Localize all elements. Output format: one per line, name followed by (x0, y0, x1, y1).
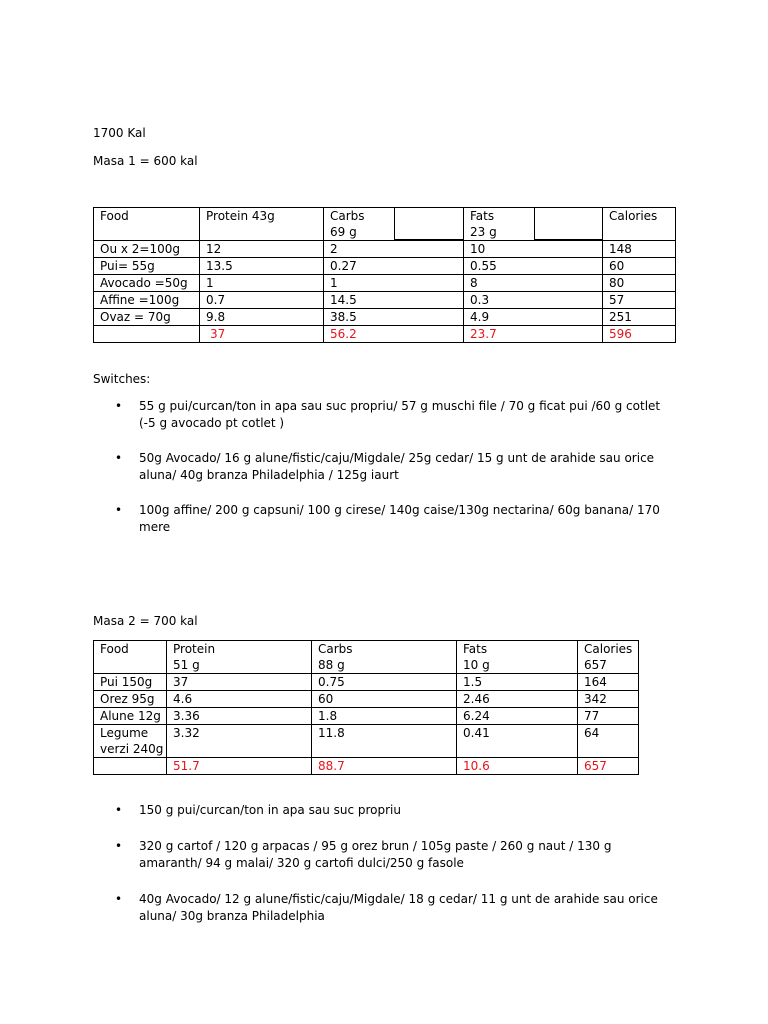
cell-calories: 148 (603, 241, 676, 258)
cell-protein: 3.36 (167, 708, 312, 725)
total-calories: 596 (603, 326, 676, 343)
cell-food-line2: verzi 240g (100, 742, 164, 756)
total-carbs: 88.7 (312, 758, 457, 775)
header-carbs (324, 208, 464, 241)
cell-carbs: 0.75 (312, 674, 457, 691)
header-fats-value: 10 g (463, 658, 490, 672)
header-carbs-label: Carbs (318, 642, 353, 656)
cell-carbs: 1.8 (312, 708, 457, 725)
list-item: • 320 g cartof / 120 g arpacas / 95 g orez brun / 105g paste / 260 g naut / 130 g amaranth/ 94 g malai/ 320 g cartofi dulci/250 g fasole (115, 838, 675, 872)
cell-food: Alune 12g (94, 708, 167, 725)
switches-list-2 (115, 802, 675, 925)
table-row (94, 708, 639, 725)
cell-food: Pui 150g (94, 674, 167, 691)
table-row (94, 725, 639, 758)
cell-empty (94, 326, 200, 343)
total-fats: 10.6 (457, 758, 578, 775)
header-fats (464, 208, 603, 241)
cell-food: Ovaz = 70g (94, 309, 200, 326)
header-carbs-value: 69 g (330, 225, 357, 239)
header-fats (457, 641, 578, 674)
header-protein (167, 641, 312, 674)
cell-protein: 1 (200, 275, 324, 292)
cell-calories: 77 (578, 708, 639, 725)
meal1-table (93, 207, 676, 343)
cell-protein: 37 (167, 674, 312, 691)
header-calories-value: 657 (584, 658, 607, 672)
meal2-header-row (94, 641, 639, 674)
cell-food: Orez 95g (94, 691, 167, 708)
total-fats: 23.7 (464, 326, 603, 343)
cell-calories: 64 (578, 725, 639, 758)
list-item: • 100g affine/ 200 g capsuni/ 100 g cirese/ 140g caise/130g nectarina/ 60g banana/ 170 mere (115, 502, 675, 536)
total-protein: 51.7 (167, 758, 312, 775)
cell-food: Ou x 2=100g (94, 241, 200, 258)
daily-total: 1700 Kal (93, 126, 146, 140)
cell-protein: 4.6 (167, 691, 312, 708)
cell-carbs: 2 (324, 241, 464, 258)
cell-calories: 342 (578, 691, 639, 708)
cell-calories: 57 (603, 292, 676, 309)
cell-carbs: 1 (324, 275, 464, 292)
table-row (94, 258, 676, 275)
header-fats-label: Fats (463, 642, 488, 656)
cell-food-line1: Legume (100, 726, 149, 740)
cell-empty (94, 758, 167, 775)
cell-carbs: 11.8 (312, 725, 457, 758)
table-row (94, 292, 676, 309)
cell-food (94, 725, 167, 758)
header-carbs-value: 88 g (318, 658, 345, 672)
cell-carbs: 60 (312, 691, 457, 708)
cell-carbs: 14.5 (324, 292, 464, 309)
meal1-title: Masa 1 = 600 kal (93, 154, 198, 168)
cell-protein: 9.8 (200, 309, 324, 326)
total-carbs: 56.2 (324, 326, 464, 343)
cell-carbs: 38.5 (324, 309, 464, 326)
table-row (94, 309, 676, 326)
table-row (94, 275, 676, 292)
list-item: • 40g Avocado/ 12 g alune/fistic/caju/Migdale/ 18 g cedar/ 11 g unt de arahide sau orice aluna/ 30g branza Philadelphia (115, 891, 675, 925)
table-row (94, 241, 676, 258)
list-item: • 150 g pui/curcan/ton in apa sau suc propriu (115, 802, 675, 819)
table-row (94, 691, 639, 708)
cell-calories: 80 (603, 275, 676, 292)
header-fats-value: 23 g (470, 225, 497, 239)
meal2-table (93, 640, 639, 775)
cell-protein: 3.32 (167, 725, 312, 758)
cell-protein: 13.5 (200, 258, 324, 275)
header-calories (578, 641, 639, 674)
total-protein: 37 (200, 326, 324, 343)
switches-label: Switches: (93, 372, 151, 386)
header-carbs-label: Carbs (330, 209, 365, 223)
cell-food: Avocado =50g (94, 275, 200, 292)
cell-fats: 6.24 (457, 708, 578, 725)
list-item: • 50g Avocado/ 16 g alune/fistic/caju/Migdale/ 25g cedar/ 15 g unt de arahide sau orice aluna/ 40g branza Philadelphia / 125g iaurt (115, 450, 675, 484)
cell-calories: 164 (578, 674, 639, 691)
cell-carbs: 0.27 (324, 258, 464, 275)
meal1-totals-row (94, 326, 676, 343)
cell-fats: 4.9 (464, 309, 603, 326)
cell-fats: 10 (464, 241, 603, 258)
total-calories: 657 (578, 758, 639, 775)
header-protein: Protein 43g (200, 208, 324, 241)
table-row (94, 674, 639, 691)
header-fats-empty-cell (534, 208, 602, 240)
cell-fats: 0.41 (457, 725, 578, 758)
cell-fats: 2.46 (457, 691, 578, 708)
header-calories-label: Calories (584, 642, 633, 656)
meal1-header-row (94, 208, 676, 241)
cell-fats: 0.55 (464, 258, 603, 275)
header-protein-label: Protein (173, 642, 216, 656)
header-fats-label: Fats (470, 209, 495, 223)
header-food: Food (94, 641, 167, 674)
header-carbs (312, 641, 457, 674)
cell-protein: 12 (200, 241, 324, 258)
list-item: • 55 g pui/curcan/ton in apa sau suc propriu/ 57 g muschi file / 70 g ficat pui /60 g cotlet (-5 g avocado pt cotlet ) (115, 398, 675, 432)
cell-protein: 0.7 (200, 292, 324, 309)
meal2-totals-row (94, 758, 639, 775)
header-protein-value: 51 g (173, 658, 200, 672)
cell-food: Affine =100g (94, 292, 200, 309)
header-food: Food (94, 208, 200, 241)
cell-food: Pui= 55g (94, 258, 200, 275)
cell-fats: 0.3 (464, 292, 603, 309)
cell-calories: 60 (603, 258, 676, 275)
header-calories: Calories (603, 208, 676, 241)
cell-fats: 8 (464, 275, 603, 292)
header-carbs-empty-cell (394, 208, 463, 240)
cell-calories: 251 (603, 309, 676, 326)
meal2-title: Masa 2 = 700 kal (93, 614, 198, 628)
cell-fats: 1.5 (457, 674, 578, 691)
switches-list-1 (115, 398, 675, 536)
